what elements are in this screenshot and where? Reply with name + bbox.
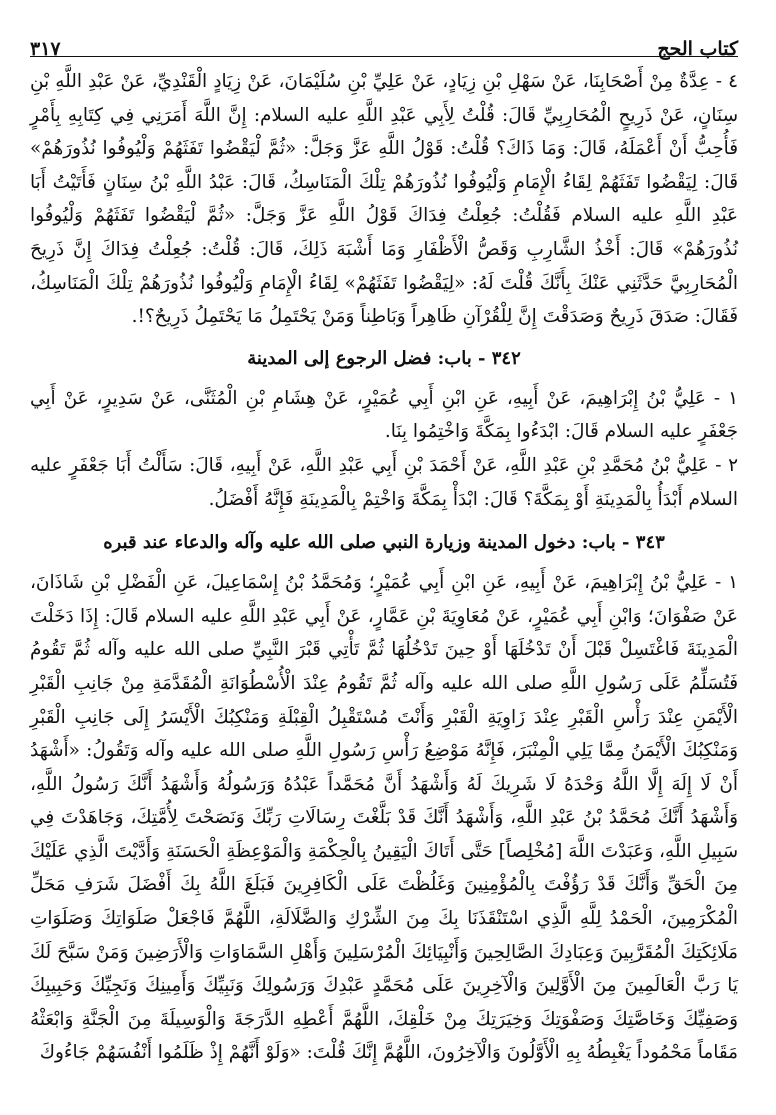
hadith-paragraph-342-1: ١ - عَلِيُّ بْنُ إِبْرَاهِيمَ، عَنْ أَبِيهِ، عَنِ ابْنِ أَبِي عُمَيْرٍ، عَنْ هِشَامِ بْنِ الْمُثَنَّى، عَنْ سَدِيرٍ، عَنْ أَبِي جَعْفَرٍ عليه السلام قَالَ: ابْدَءُوا بِمَكَّةَ وَاخْتِمُوا بِنَا. xyxy=(30,387,738,443)
book-title: كتاب الحج xyxy=(657,38,738,60)
hadith-paragraph-4: ٤ - عِدَّةٌ مِنْ أَصْحَابِنَا، عَنْ سَهْلِ بْنِ زِيَادٍ، عَنْ عَلِيِّ بْنِ سُلَيْمَانَ، عَنْ زِيَادٍ الْقَنْدِيِّ، عَنْ عَبْدِ اللَّهِ بْنِ سِنَانٍ، عَنْ ذَرِيحٍ الْمُحَارِبِيِّ قَالَ: قُلْتُ لِأَبِي عَبْدِ اللَّهِ عليه السلام: إِنَّ اللَّهَ أَمَرَنِي فِي كِتَابِهِ بِأَمْرٍ فَأُحِبُّ أَنْ أَعْمَلَهُ، قَالَ: وَمَا ذَاكَ؟ قُلْتُ: قَوْلُ اللَّهِ عَزَّ وَجَلَّ: «ثُمَّ لْيَقْضُوا تَفَثَهُمْ وَلْيُوفُوا نُذُورَهُمْ» قَالَ: لِيَقْضُوا تَفَثَهُمْ لِقَاءُ الْإِمَامِ وَلْيُوفُوا نُذُورَهُمْ تِلْكَ الْمَنَاسِكُ، قَالَ: عَبْدُ اللَّهِ بْنُ سِنَانٍ فَأَتَيْتُ أَبَا عَبْدِ اللَّهِ عليه السلام فَقُلْتُ: جُعِلْتُ فِدَاكَ قَوْلُ اللَّهِ عَزَّ وَجَلَّ: «ثُمَّ لْيَقْضُوا تَفَثَهُمْ وَلْيُوفُوا نُذُورَهُمْ» قَالَ: أَخْذُ الشَّارِبِ وَقَصُّ الْأَظْفَارِ وَمَا أَشْبَهَ ذَلِكَ، قَالَ: قُلْتُ: جُعِلْتُ فِدَاكَ إِنَّ ذَرِيحَ الْمُحَارِبِيَّ حَدَّثَنِي عَنْكَ بِأَنَّكَ قُلْتَ لَهُ: «لِيَقْضُوا تَفَثَهُمْ» لِقَاءُ الْإِمَامِ وَلْيُوفُوا نُذُورَهُمْ تِلْكَ الْمَنَاسِكُ، فَقَالَ: صَدَقَ ذَرِيحٌ وَصَدَقْتَ إِنَّ لِلْقُرْآنِ ظَاهِراً وَبَاطِناً وَمَنْ يَحْتَمِلُ مَا يَحْتَمِلُ ذَرِيحٌ؟!. xyxy=(30,71,738,328)
chapter-title-343: ٣٤٣ - باب: دخول المدينة وزيارة النبي صلى الله عليه وآله والدعاء عند قبره xyxy=(103,532,665,554)
hadith-paragraph-343-1: ١ - عَلِيُّ بْنُ إِبْرَاهِيمَ، عَنْ أَبِيهِ، عَنِ ابْنِ أَبِي عُمَيْرٍ؛ وَمُحَمَّدُ بْنُ إِسْمَاعِيلَ، عَنِ الْفَضْلِ بْنِ شَاذَانَ، عَنْ صَفْوَانَ؛ وَابْنِ أَبِي عُمَيْرٍ، عَنْ مُعَاوِيَةَ بْنِ عَمَّارٍ، عَنْ أَبِي عَبْدِ اللَّهِ عليه السلام قَالَ: إِذَا دَخَلْتَ الْمَدِينَةَ فَاغْتَسِلْ قَبْلَ أَنْ تَدْخُلَهَا أَوْ حِينَ تَدْخُلُهَا ثُمَّ تَأْتِي قَبْرَ النَّبِيِّ صلى الله عليه وآله ثُمَّ تَقُومُ فَتُسَلِّمُ عَلَى رَسُولِ اللَّهِ صلى الله عليه وآله ثُمَّ تَقُومُ عِنْدَ الْأُسْطُوَانَةِ الْمُقَدَّمَةِ مِنْ جَانِبِ الْقَبْرِ الْأَيْمَنِ عِنْدَ رَأْسِ الْقَبْرِ عِنْدَ زَاوِيَةِ الْقَبْرِ وَأَنْتَ مُسْتَقْبِلُ الْقِبْلَةِ وَمَنْكِبُكَ الْأَيْسَرُ إِلَى جَانِبِ الْقَبْرِ وَمَنْكِبُكَ الْأَيْمَنُ مِمَّا يَلِي الْمِنْبَرَ، فَإِنَّهُ مَوْضِعُ رَأْسِ رَسُولِ اللَّهِ صلى الله عليه وآله وَتَقُولُ: «أَشْهَدُ أَنْ لَا إِلَهَ إِلَّا اللَّهُ وَحْدَهُ لَا شَرِيكَ لَهُ وَأَشْهَدُ أَنَّ مُحَمَّداً عَبْدُهُ وَرَسُولُهُ وَأَشْهَدُ أَنَّكَ رَسُولُ اللَّهِ، وَأَشْهَدُ أَنَّكَ مُحَمَّدُ بْنُ عَبْدِ اللَّهِ، وَأَشْهَدُ أَنَّكَ قَدْ بَلَّغْتَ رِسَالَاتِ رَبِّكَ وَنَصَحْتَ لِأُمَّتِكَ، وَجَاهَدْتَ فِي سَبِيلِ اللَّهِ، وَعَبَدْتَ اللَّهَ [مُخْلِصاً] حَتَّى أَتَاكَ الْيَقِينُ بِالْحِكْمَةِ وَالْمَوْعِظَةِ الْحَسَنَةِ وَأَدَّيْتَ الَّذِي عَلَيْكَ مِنَ الْحَقِّ وَأَنَّكَ قَدْ رَؤُفْتَ بِالْمُؤْمِنِينَ وَغَلُظْتَ عَلَى الْكَافِرِينَ فَبَلَغَ اللَّهُ بِكَ أَفْضَلَ شَرَفِ مَحَلِّ الْمُكْرَمِينَ، الْحَمْدُ لِلَّهِ الَّذِي اسْتَنْقَذَنَا بِكَ مِنَ الشِّرْكِ وَالضَّلَالَةِ، اللَّهُمَّ فَاجْعَلْ صَلَوَاتِكَ وَصَلَوَاتِ مَلَائِكَتِكَ الْمُقَرَّبِينَ وَعِبَادِكَ الصَّالِحِينَ وَأَنْبِيَائِكَ الْمُرْسَلِينَ وَأَهْلِ السَّمَاوَاتِ وَالْأَرَضِينَ وَمَنْ سَبَّحَ لَكَ يَا رَبَّ الْعَالَمِينَ مِنَ الْأَوَّلِينَ وَالْآخِرِينَ عَلَى مُحَمَّدٍ عَبْدِكَ وَرَسُولِكَ وَنَبِيِّكَ وَأَمِينِكَ وَنَجِيِّكَ وَحَبِيبِكَ وَصَفِيِّكَ وَخَاصَّتِكَ وَصَفْوَتِكَ وَخِيَرَتِكَ مِنْ خَلْقِكَ، اللَّهُمَّ أَعْطِهِ الدَّرَجَةَ وَالْوَسِيلَةَ مِنَ الْجَنَّةِ وَابْعَثْهُ مَقَاماً مَحْمُوداً يَغْبِطُهُ بِهِ الْأَوَّلُونَ وَالْآخِرُونَ، اللَّهُمَّ إِنَّكَ قُلْتَ: «وَلَوْ أَنَّهُمْ إِذْ ظَلَمُوا أَنْفُسَهُمْ جَاءُوكَ xyxy=(30,572,738,1064)
header-rule xyxy=(30,56,738,57)
page-body xyxy=(30,65,738,1070)
page-number: ٣١٧ xyxy=(30,38,61,60)
hadith-paragraph-342-2: ٢ - عَلِيُّ بْنُ مُحَمَّدِ بْنِ عَبْدِ اللَّهِ، عَنْ أَحْمَدَ بْنِ أَبِي عَبْدِ اللَّهِ، عَنْ أَبِيهِ، قَالَ: سَأَلْتُ أَبَا جَعْفَرٍ عليه السلام أَبْدَأُ بِالْمَدِينَةِ أَوْ بِمَكَّةَ؟ قَالَ: ابْدَأْ بِمَكَّةَ وَاخْتِمْ بِالْمَدِينَةِ فَإِنَّهُ أَفْضَلُ. xyxy=(30,454,738,510)
chapter-title-342: ٣٤٢ - باب: فضل الرجوع إلى المدينة xyxy=(247,347,521,369)
running-header xyxy=(30,0,738,60)
